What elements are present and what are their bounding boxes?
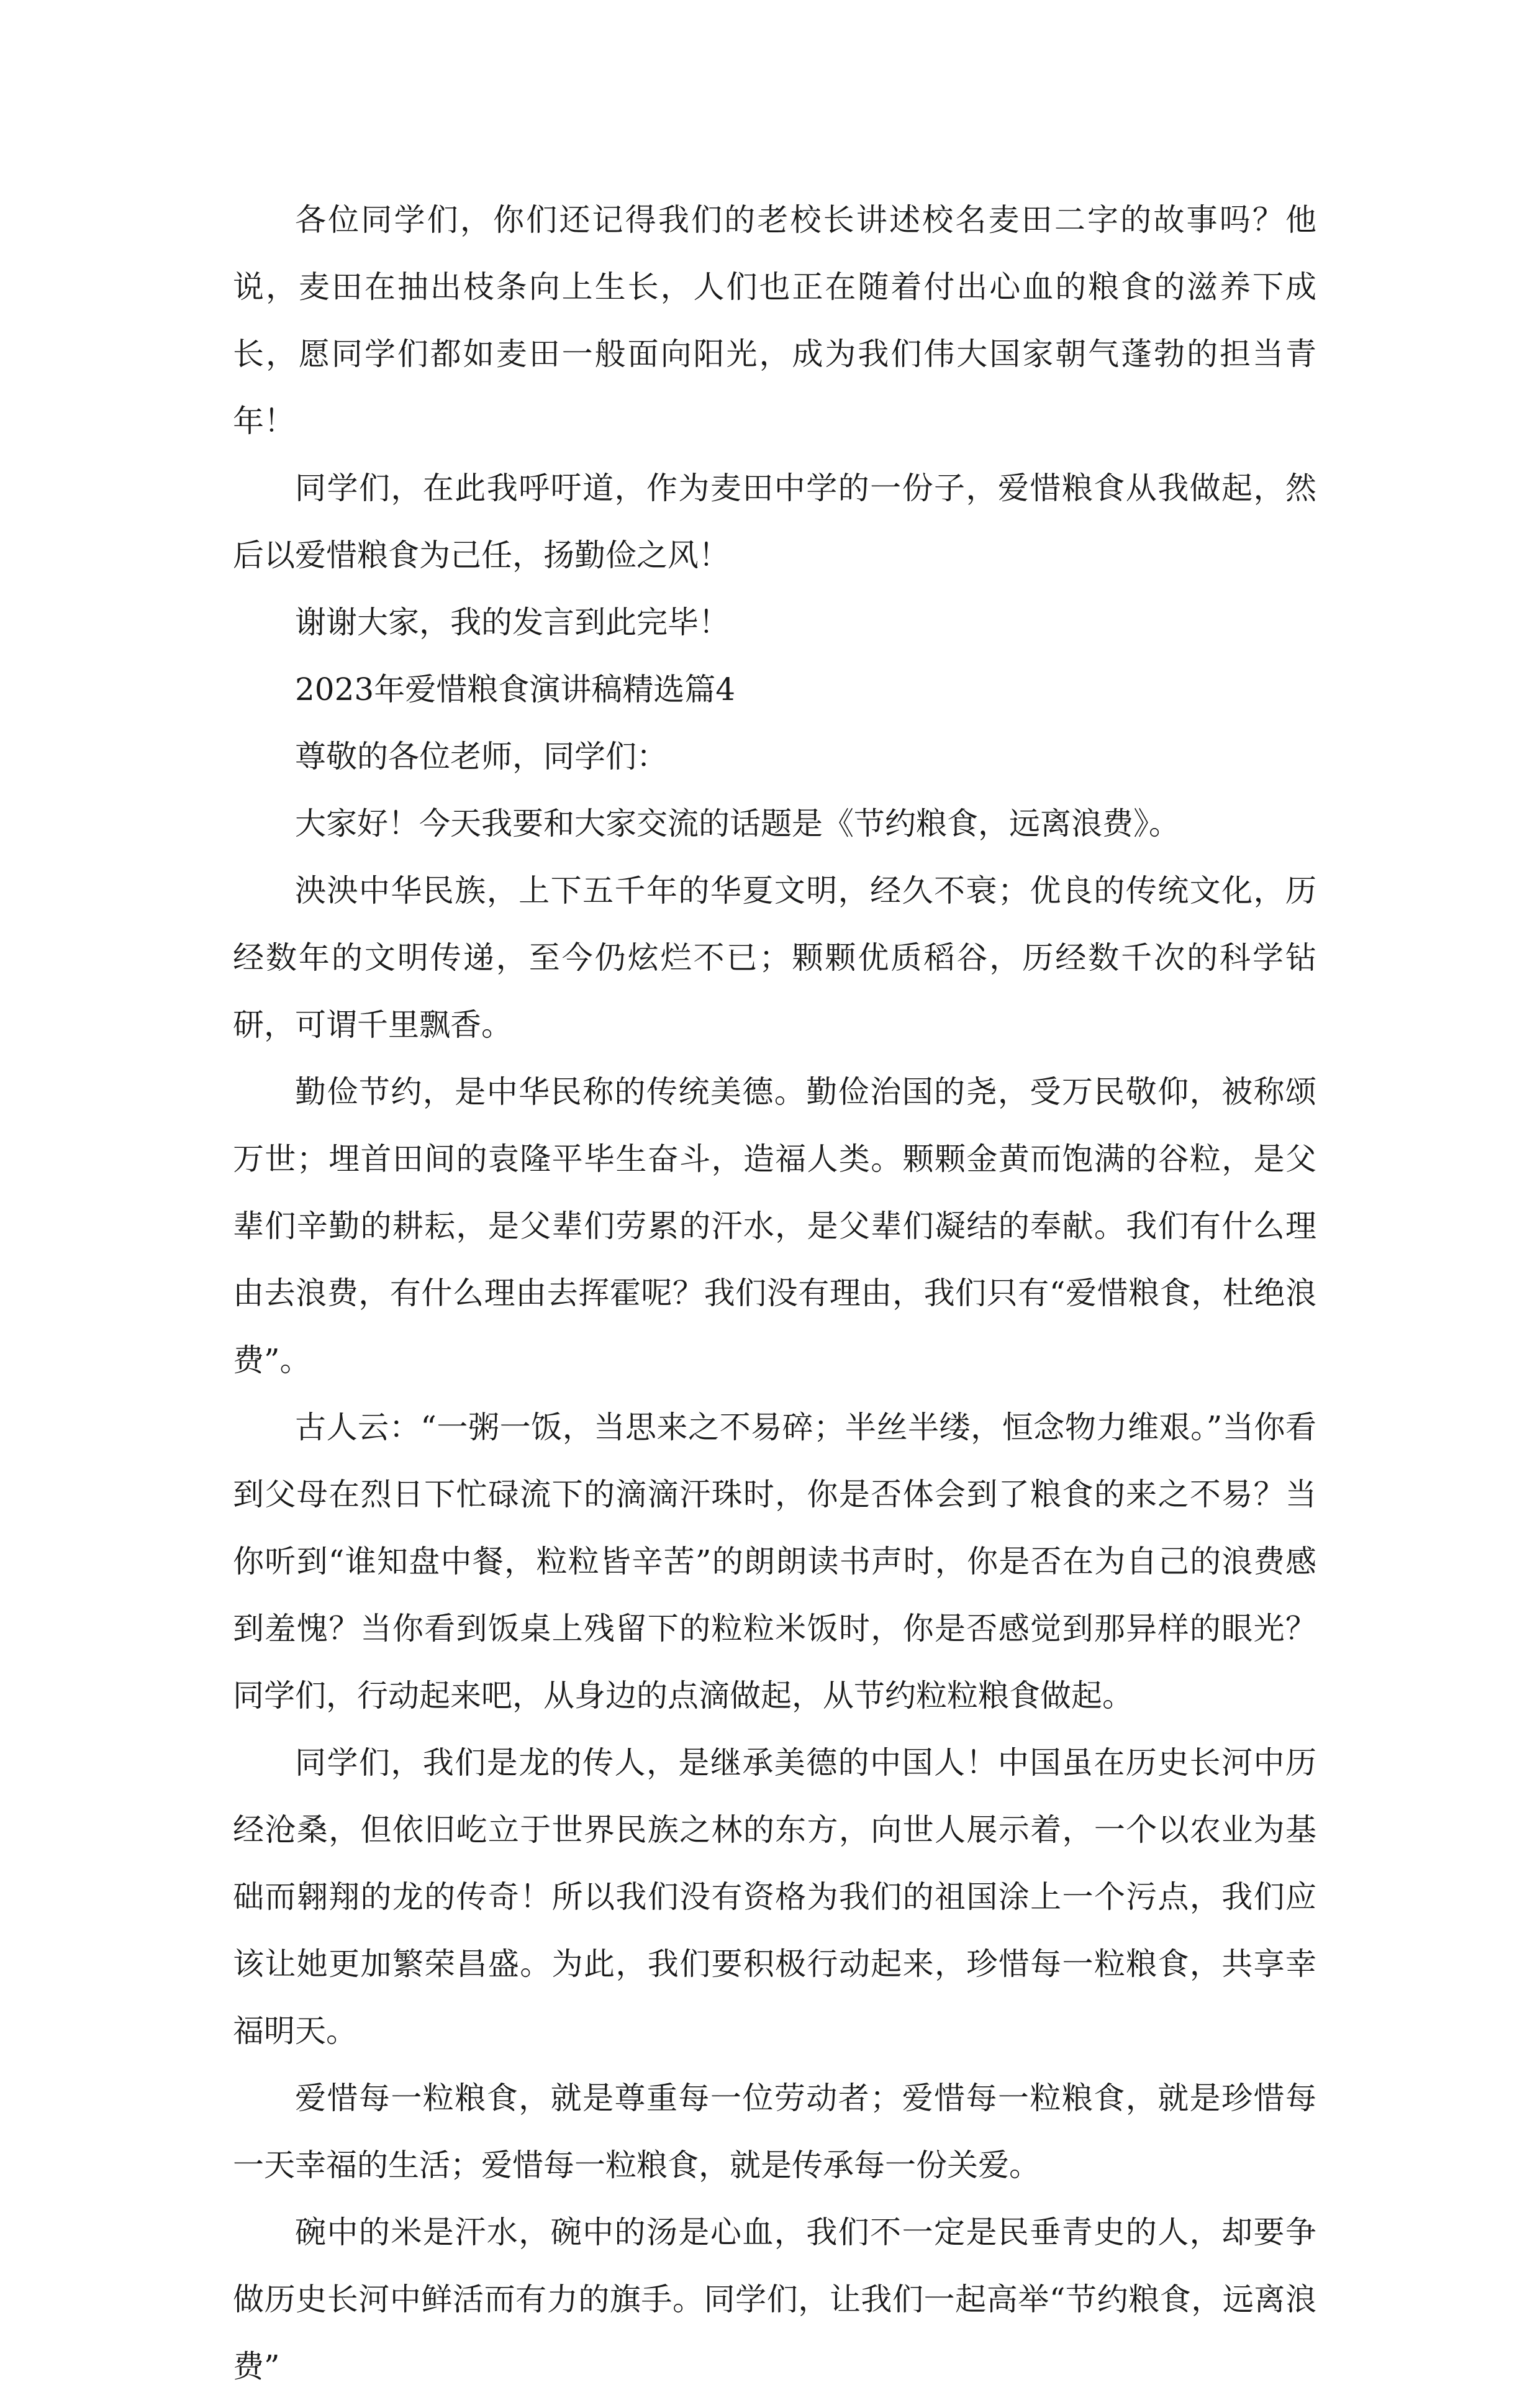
paragraph: 勤俭节约，是中华民称的传统美德。勤俭治国的尧，受万民敬仰，被称颂万世；埋首田间的袁隆平毕生奋斗，造福人类。颗颗金黄而饱满的谷粒，是父辈们辛勤的耕耘，是父辈们劳累的汗水，是父辈们凝结的奉献。我们有什么理由去浪费，有什么理由去挥霍呢？我们没有理由，我们只有“爱惜粮食，杜绝浪费”。 [233,1074,1316,1378]
paragraph: 泱泱中华民族，上下五千年的华夏文明，经久不衰；优良的传统文化，历经数年的文明传递，至今仍炫烂不已；颗颗优质稻谷，历经数千次的科学钻研，可谓千里飘香。 [233,873,1316,1043]
paragraph: 同学们，在此我呼吁道，作为麦田中学的一份子，爱惜粮食从我做起，然后以爱惜粮食为己任，扬勤俭之风！ [233,470,1316,573]
paragraph: 大家好！今天我要和大家交流的话题是《节约粮食，远离浪费》。 [295,806,1180,842]
paragraph: 爱惜每一粒粮食，就是尊重每一位劳动者；爱惜每一粒粮食，就是珍惜每一天幸福的生活；爱惜每一粒粮食，就是传承每一份关爱。 [233,2080,1316,2183]
section-heading: 2023年爱惜粮食演讲稿精选篇4 [295,671,736,707]
salutation: 尊敬的各位老师，同学们： [295,739,668,775]
paragraph: 同学们，我们是龙的传人，是继承美德的中国人！中国虽在历史长河中历经沧桑，但依旧屹立于世界民族之林的东方，向世人展示着，一个以农业为基础而翱翔的龙的传奇！所以我们没有资格为我们的祖国涂上一个污点，我们应该让她更加繁荣昌盛。为此，我们要积极行动起来，珍惜每一粒粮食，共享幸福明天。 [233,1745,1316,2049]
document-body [233,186,1316,2400]
paragraph: 谢谢大家，我的发言到此完毕！ [295,604,730,640]
paragraph: 碗中的米是汗水，碗中的汤是心血，我们不一定是民垂青史的人，却要争做历史长河中鲜活而有力的旗手。同学们，让我们一起高举“节约粮食，远离浪费” [233,2214,1316,2384]
paragraph: 各位同学们，你们还记得我们的老校长讲述校名麦田二字的故事吗？他说，麦田在抽出枝条向上生长，人们也正在随着付出心血的粮食的滋养下成长，愿同学们都如麦田一般面向阳光，成为我们伟大国家朝气蓬勃的担当青年！ [233,202,1316,439]
paragraph: 古人云：“一粥一饭，当思来之不易碎；半丝半缕，恒念物力维艰。”当你看到父母在烈日下忙碌流下的滴滴汗珠时，你是否体会到了粮食的来之不易？当你听到“谁知盘中餐，粒粒皆辛苦”的朗朗读书声时，你是否在为自己的浪费感到羞愧？当你看到饭桌上残留下的粒粒米饭时，你是否感觉到那异样的眼光？同学们，行动起来吧，从身边的点滴做起，从节约粒粒粮食做起。 [233,1409,1316,1714]
